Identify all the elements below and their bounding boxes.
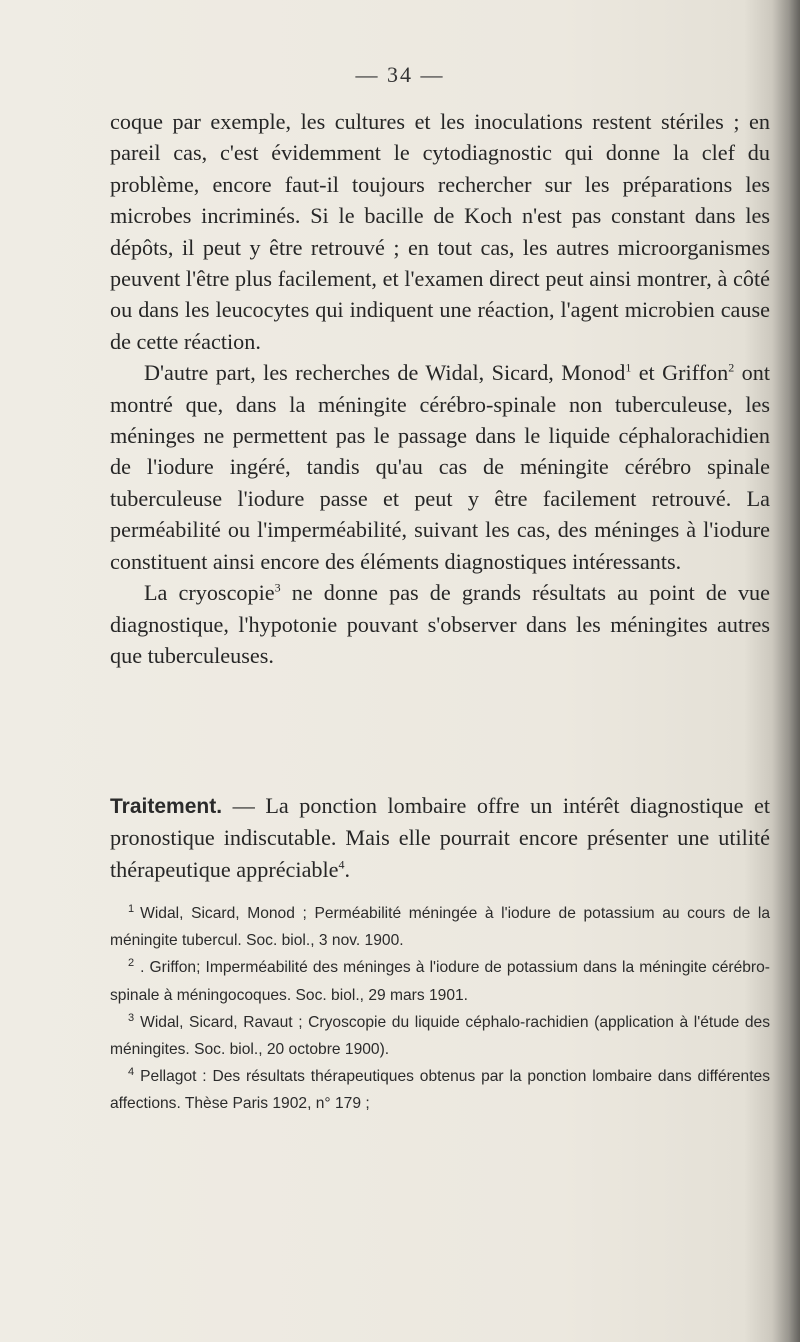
section-text-b: .	[344, 856, 351, 882]
footnote-ref-3: 3	[274, 580, 281, 595]
footnote-2-mark: 2	[128, 957, 135, 970]
body-text	[110, 106, 770, 671]
paragraph-1: coque par exemple, les cultures et les inoculations restent stériles ; en pareil cas, c'est évidemment le cytodiagnostic qui donne la clef du problème, encore faut-il toujours rechercher sur les préparations les microbes incriminés. Si le bacille de Koch n'est pas constant dans les dépôts, il peut y être retrouvé ; en tout cas, les autres microorganismes peuvent l'être plus facilement, et l'examen direct peut ainsi montrer, à côté ou dans les leucocytes qui indiquent une réaction, l'agent microbien cause de cette réaction.	[110, 109, 770, 354]
footnote-3-mark: 3	[128, 1011, 135, 1024]
paragraph-3-text-b: ne donne pas de grands résultats au point de vue diagnostique, l'hypotonie pouvant s'observer dans les méningites autres que tuberculeuses.	[110, 580, 770, 668]
footnote-1-mark: 1	[128, 902, 135, 915]
section-paragraph	[110, 790, 770, 885]
page-number: — 34 —	[355, 62, 445, 87]
section-text-a: — La ponction lombaire offre un intérêt diagnostique et pronostique indiscutable. Mais elle pourrait encore présenter une utilité thérapeutique appréciable	[110, 793, 770, 882]
footnote-1	[110, 900, 770, 954]
footnote-ref-2: 2	[728, 360, 735, 375]
footnote-2-text: . Griffon; Imperméabilité des méninges à l'iodure de potassium dans la méningite cérébro-spinale à méningocoques. Soc. biol., 29 mars 1901.	[110, 959, 770, 1004]
footnote-4	[110, 1063, 770, 1117]
paragraph-2-text-a: D'autre part, les recherches de Widal, Sicard, Monod	[144, 360, 626, 386]
paragraph-3-text-a: La cryoscopie	[144, 580, 275, 606]
footnote-1-text: Widal, Sicard, Monod ; Perméabilité méningée à l'iodure de potassium au cours de la méningite tubercul. Soc. biol., 3 nov. 1900.	[110, 905, 770, 950]
paragraph-2-text-c: ont montré que, dans la méningite cérébro-spinale non tuberculeuse, les méninges ne permettent pas le passage dans le liquide céphalorachidien de l'iodure ingéré, tandis qu'au cas de méningite cérébro spinale tuberculeuse l'iodure passe et peut y être facilement retrouvé. La perméabilité ou l'imperméabilité, suivant les cas, des méninges à l'iodure constituent ainsi encore des éléments diagnostiques intéressants.	[110, 360, 770, 574]
section-heading: Traitement.	[110, 795, 223, 818]
section-traitement	[110, 790, 770, 885]
footnotes	[110, 900, 770, 1118]
footnote-4-mark: 4	[128, 1066, 135, 1079]
paragraph-2	[110, 357, 770, 577]
paragraph-2-text-b: et Griffon	[631, 360, 729, 386]
page-edge-shadow	[772, 0, 800, 1342]
footnote-ref-4: 4	[338, 857, 345, 872]
footnote-ref-1: 1	[625, 360, 632, 375]
footnote-2	[110, 954, 770, 1008]
footnote-4-text: Pellagot : Des résultats thérapeutiques obtenus par la ponction lombaire dans différentes affections. Thèse Paris 1902, n° 179 ;	[110, 1068, 770, 1113]
footnote-3	[110, 1009, 770, 1063]
footnote-3-text: Widal, Sicard, Ravaut ; Cryoscopie du liquide céphalo-rachidien (application à l'étude des méningites. Soc. biol., 20 octobre 1900).	[110, 1013, 770, 1059]
paragraph-3	[110, 577, 770, 671]
